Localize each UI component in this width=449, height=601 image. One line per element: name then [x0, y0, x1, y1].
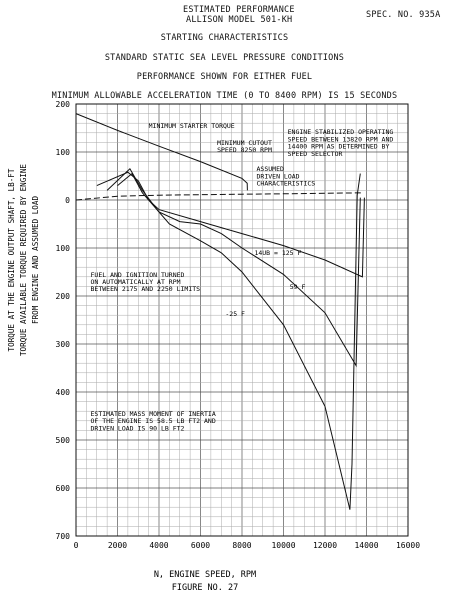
- chart-annotation: SPEED 8250 RPM: [217, 146, 272, 154]
- y-tick-label: 100: [55, 244, 70, 253]
- chart-annotation: -25 F: [225, 310, 245, 319]
- y-tick-label: 600: [55, 484, 70, 493]
- y-tick-label: 0: [65, 196, 70, 205]
- y-tick-label: 200: [55, 292, 70, 301]
- chart-annotation: SPEED SELECTOR: [287, 149, 343, 158]
- chart-annotation: ESTIMATED MASS MOMENT OF INERTIA: [90, 410, 216, 418]
- x-axis-label: N, ENGINE SPEED, RPM: [153, 570, 257, 580]
- chart-annotation: ON AUTOMATICALLY AT RPM: [90, 278, 181, 286]
- subtitle-conditions: STANDARD STATIC SEA LEVEL PRESSURE CONDITIONS: [104, 53, 345, 63]
- title-line-1: ESTIMATED PERFORMANCE: [183, 5, 295, 15]
- y-tick-label: 100: [55, 148, 70, 157]
- chart-series: [76, 114, 364, 510]
- chart-annotation: FUEL AND IGNITION TURNED: [90, 270, 185, 279]
- chart-annotation: BETWEEN 2175 AND 2250 LIMITS: [90, 285, 201, 294]
- subtitle-fuel: PERFORMANCE SHOWN FOR EITHER FUEL: [136, 72, 313, 82]
- chart-annotation: DRIVEN LOAD: [256, 172, 300, 181]
- x-tick-label: 2000: [107, 541, 128, 550]
- chart-grid: [76, 104, 408, 536]
- y-axis-label-line: TORQUE AT THE ENGINE OUTPUT SHAFT, LB-FT: [7, 168, 16, 352]
- chart-annotation: 59 F: [289, 282, 306, 291]
- subtitle-starting: STARTING CHARACTERISTICS: [160, 33, 289, 43]
- x-tick-label: 10000: [271, 541, 296, 550]
- x-tick-label: 6000: [190, 541, 211, 550]
- chart-annotation: SPEED BETWEEN 13820 RPM AND: [287, 135, 394, 144]
- y-tick-label: 300: [55, 340, 70, 349]
- x-tick-label: 12000: [312, 541, 338, 550]
- y-tick-label: 700: [55, 532, 70, 541]
- chart-annotation: ASSUMED: [256, 165, 284, 174]
- chart-annotation: MINIMUM CUTOUT: [217, 138, 272, 147]
- chart-annotation: CHARACTERISTICS: [256, 179, 316, 188]
- y-tick-label: 500: [55, 436, 70, 445]
- x-tick-label: 16000: [395, 541, 421, 550]
- series-line: [76, 193, 362, 200]
- subtitle-acceleration: MINIMUM ALLOWABLE ACCELERATION TIME (0 TO 8400 RPM) IS 15 SECONDS: [51, 91, 398, 101]
- chart-annotation: DRIVEN LOAD IS 90 LB FT2: [90, 424, 185, 433]
- x-tick-label: 8000: [232, 541, 252, 550]
- chart-annotation: ENGINE STABILIZED OPERATING: [287, 128, 394, 137]
- chart-annotation: OF THE ENGINE IS 58.5 LB FT2 AND: [90, 417, 216, 426]
- chart-annotation: MINIMUM STARTER TORQUE: [148, 122, 235, 130]
- y-tick-label: 200: [55, 100, 70, 109]
- x-tick-label: 4000: [149, 541, 169, 550]
- figure-number: FIGURE NO. 27: [171, 583, 239, 593]
- y-tick-label: 400: [55, 388, 70, 397]
- y-axis-label-line: TORQUE AVAILABLE TORQUE REQUIRED BY ENGINE: [19, 163, 28, 357]
- chart-annotation: 14400 RPM AS DETERMINED BY: [287, 142, 390, 151]
- x-tick-label: 14000: [354, 541, 379, 550]
- chart-annotation: 14UB = 125 F: [254, 249, 302, 258]
- y-axis-labels: [7, 164, 40, 356]
- x-tick-label: 0: [73, 541, 79, 550]
- spec-number: SPEC. NO. 935A: [366, 10, 441, 20]
- y-axis-label-line: FROM ENGINE AND ASSUMED LOAD: [31, 195, 40, 325]
- title-line-2: ALLISON MODEL 501-KH: [186, 15, 293, 25]
